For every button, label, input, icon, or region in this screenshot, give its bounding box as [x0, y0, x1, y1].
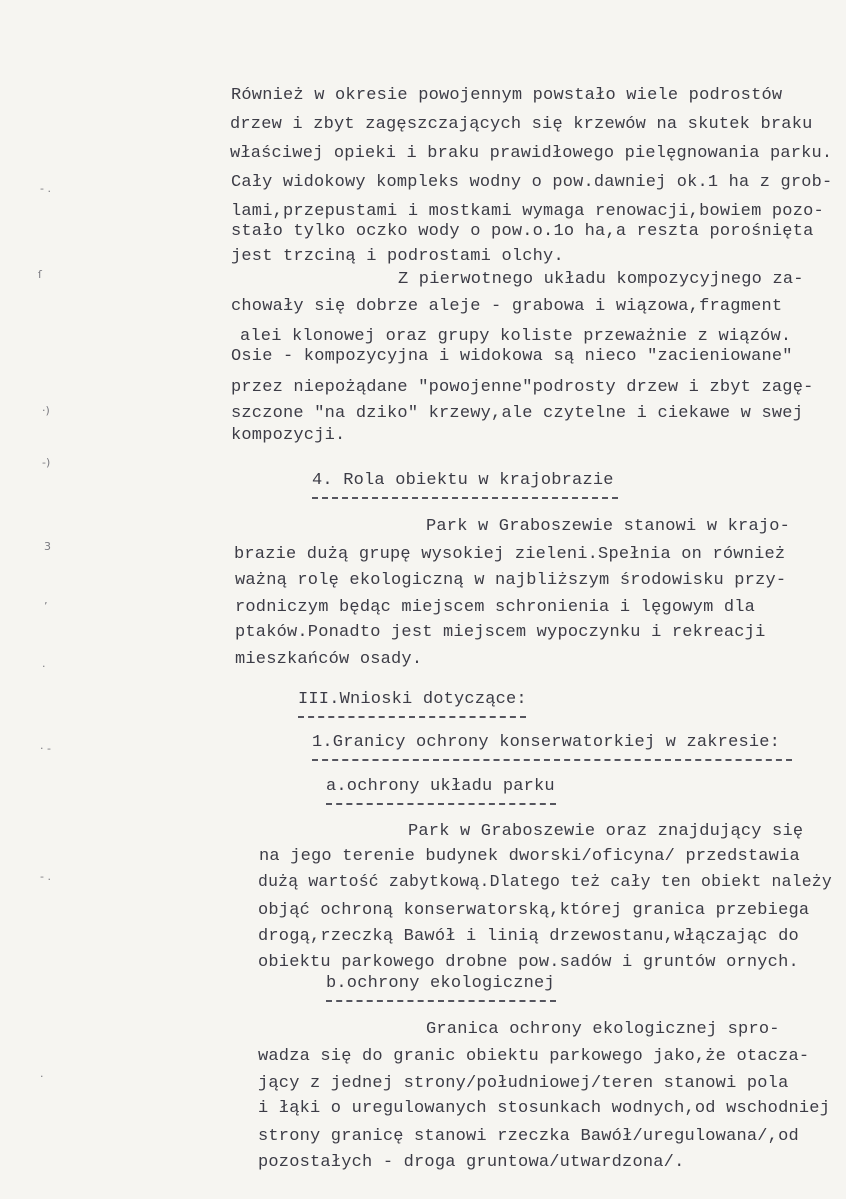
text-line: kompozycji. [231, 426, 346, 445]
text-line: pozostałych - droga gruntowa/utwardzona/. [258, 1153, 685, 1172]
text-line: rodniczym będąc miejscem schronienia i lęgowym dla [235, 598, 756, 617]
heading-underline [326, 803, 556, 805]
margin-mark: ·) [42, 404, 50, 417]
text-line: Osie - kompozycyjna i widokowa są nieco "zacieniowane" [231, 347, 793, 366]
text-line: wadza się do granic obiektu parkowego jako,że otacza- [258, 1047, 810, 1066]
text-line: strony granicę stanowi rzeczka Bawół/uregulowana/,od [258, 1127, 799, 1146]
margin-mark: · - [40, 742, 51, 755]
margin-mark: ſ [38, 268, 42, 281]
text-line: stało tylko oczko wody o pow.o.1o ha,a reszta porośnięta [231, 222, 814, 241]
text-line: chowały się dobrze aleje - grabowa i wiązowa,fragment [231, 297, 783, 316]
text-line: szczone "na dziko" krzewy,ale czytelne i ciekawe w swej [231, 404, 804, 423]
text-line: brazie dużą grupę wysokiej zieleni.Spełnia on również [234, 545, 786, 564]
text-line: jest trzciną i podrostami olchy. [231, 247, 564, 266]
heading-underline [326, 1000, 556, 1002]
heading-underline [312, 497, 618, 499]
section-heading: b.ochrony ekologicznej [326, 974, 555, 993]
margin-mark: · [42, 660, 46, 673]
text-line: ptaków.Ponadto jest miejscem wypoczynku i rekreacji [235, 623, 766, 642]
margin-mark: 3 [44, 540, 51, 553]
margin-mark: ʼ [44, 600, 48, 613]
text-line: alei klonowej oraz grupy koliste przeważnie z wiązów. [240, 327, 792, 346]
heading-underline [298, 716, 526, 718]
section-heading: 1.Granicy ochrony konserwatorkiej w zakresie: [312, 733, 781, 752]
text-line: Park w Graboszewie oraz znajdujący się [408, 822, 804, 841]
text-line: jący z jednej strony/południowej/teren stanowi pola [258, 1074, 789, 1093]
text-line: właściwej opieki i braku prawidłowego pielęgnowania parku. [230, 144, 833, 163]
text-line: Cały widokowy kompleks wodny o pow.dawniej ok.1 ha z grob- [231, 173, 833, 192]
text-line: dużą wartość zabytkową.Dlatego też cały ten obiekt należy [258, 873, 832, 892]
margin-mark: -) [42, 456, 51, 469]
section-heading: a.ochrony układu parku [326, 777, 555, 796]
text-line: przez niepożądane "powojenne"podrosty drzew i zbyt zagę- [231, 378, 814, 397]
text-line: i łąki o uregulowanych stosunkach wodnych,od wschodniej [258, 1099, 831, 1118]
text-line: Granica ochrony ekologicznej spro- [426, 1020, 780, 1039]
text-line: Również w okresie powojennym powstało wiele podrostów [231, 86, 783, 105]
text-line: drzew i zbyt zagęszczających się krzewów na skutek braku [230, 115, 813, 134]
heading-underline [312, 759, 792, 761]
text-line: na jego terenie budynek dworski/oficyna/ przedstawia [259, 847, 800, 866]
section-heading: III.Wnioski dotyczące: [298, 690, 527, 709]
text-line: Park w Graboszewie stanowi w krajo- [426, 517, 791, 536]
text-line: mieszkańców osady. [235, 650, 423, 669]
margin-mark: - . [40, 870, 51, 883]
section-heading: 4. Rola obiektu w krajobrazie [312, 471, 614, 490]
text-line: ważną rolę ekologiczną w najbliższym środowisku przy- [235, 571, 787, 590]
text-line: obiektu parkowego drobne pow.sadów i gruntów ornych. [258, 953, 799, 972]
text-line: Z pierwotnego układu kompozycyjnego za- [398, 270, 804, 289]
text-line: drogą,rzeczką Bawół i linią drzewostanu,włączając do [258, 927, 799, 946]
margin-mark: · [40, 1070, 44, 1083]
text-line: lami,przepustami i mostkami wymaga renowacji,bowiem pozo- [231, 202, 824, 221]
margin-mark: - . [40, 182, 51, 195]
text-line: objąć ochroną konserwatorską,której granica przebiega [258, 901, 810, 920]
